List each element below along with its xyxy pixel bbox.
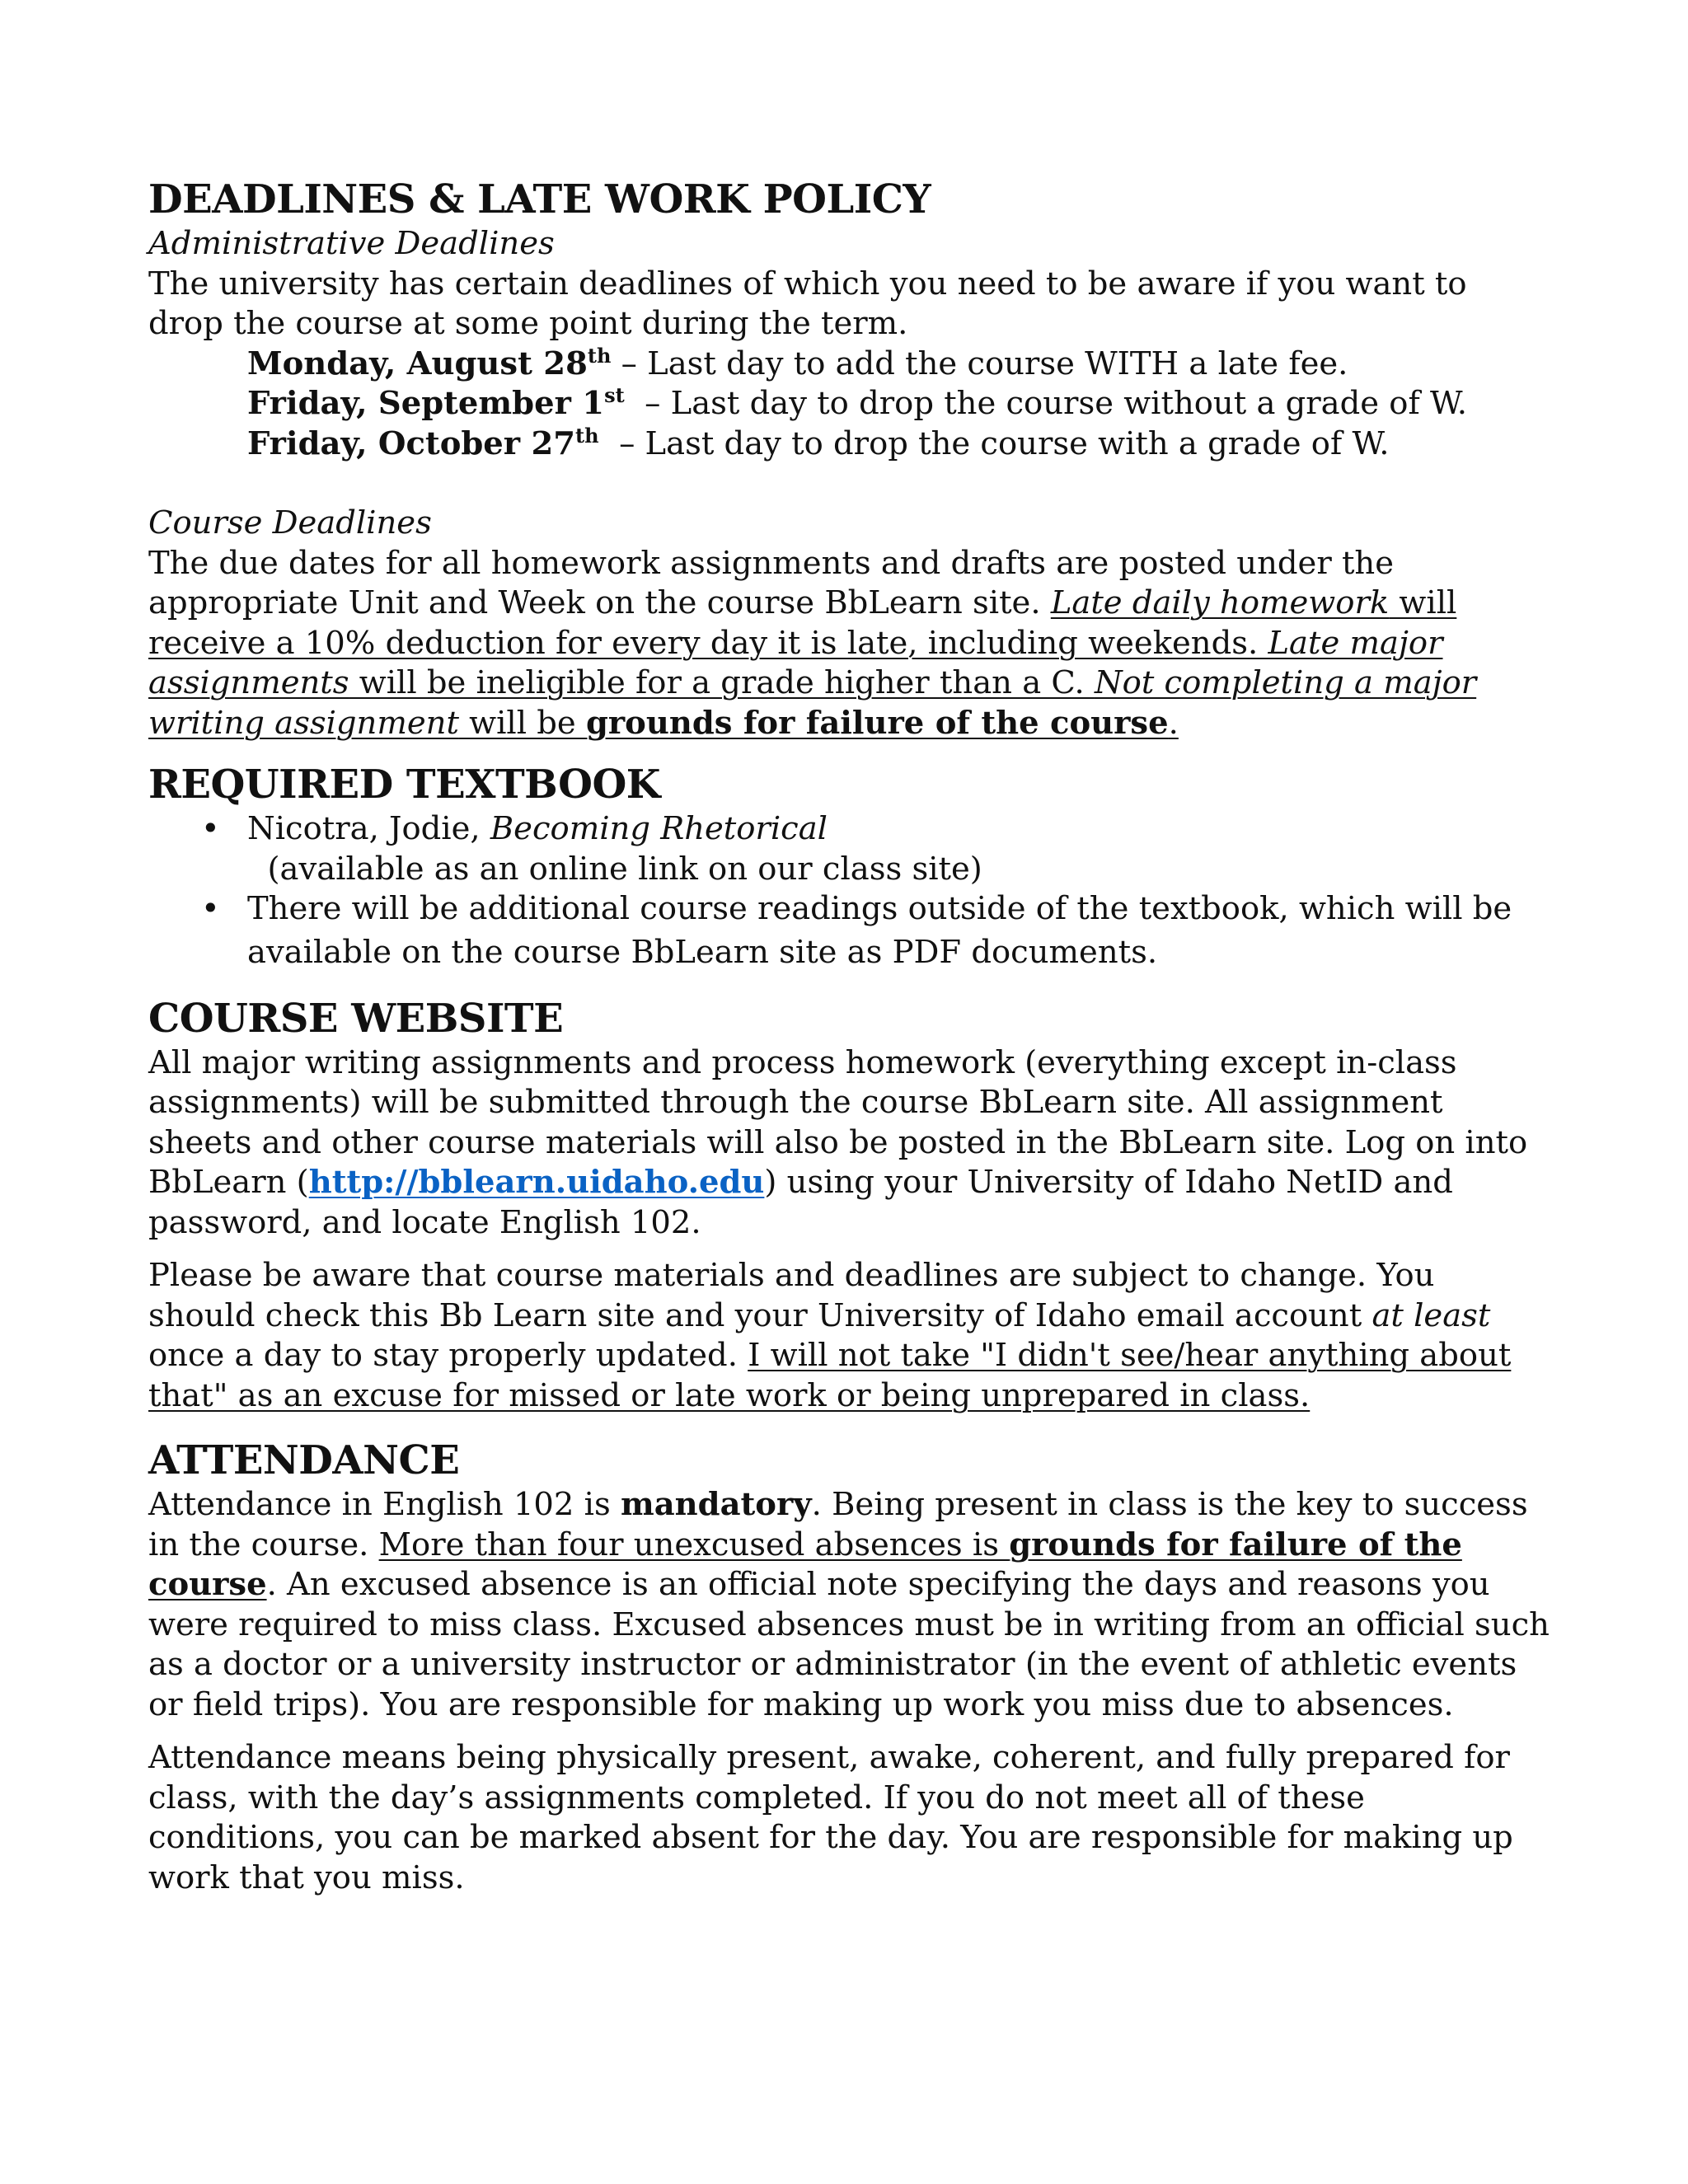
deadlines-section <box>148 175 1550 743</box>
deadline-description: – Last day to drop the course without a grade of W. <box>624 385 1468 422</box>
deadline-date: Friday, October 27th <box>247 423 599 462</box>
attendance-paragraph: Attendance in English 102 is mandatory. Being present in class is the key to success in the course. More than four unexcused absences is grounds for failure of the course. An excused absence is an official note specifying the days and reasons you were required to miss class. Excused absences must be in writing from an official such as a doctor or a university instructor or administrator (in the event of athletic events or field trips). You are responsible for making up work you miss due to absences. <box>148 1486 1550 1723</box>
deadline-item <box>148 344 1550 385</box>
attendance-section <box>148 1436 1550 1898</box>
deadline-item <box>148 424 1550 465</box>
course-deadlines-paragraph: The due dates for all homework assignments and drafts are posted under the appropriate Unit and Week on the course BbLearn site. Late daily homework will receive a 10% deduction for every day it is late, including weekends. Late major assignments will be ineligible for a grade higher than a C. Not completing a major writing assignment will be grounds for failure of the course. <box>148 544 1477 742</box>
textbook-section <box>148 760 1550 976</box>
course-website-section <box>148 994 1550 1417</box>
course-deadlines-subheading: Course Deadlines <box>148 504 432 541</box>
deadlines-heading: DEADLINES & LATE WORK POLICY <box>148 176 931 223</box>
website-notice-paragraph: Please be aware that course materials and deadlines are subject to change. You should check this Bb Learn site and your University of Idaho email account at least once a day to stay properly updated. I will not take "I didn't see/hear anything about that" as an excuse for missed or late work or being unprepared in class. <box>148 1257 1512 1414</box>
bblearn-link[interactable]: http://bblearn.uidaho.edu <box>308 1164 765 1201</box>
list-item: • There will be additional course readings outside of the textbook, which will be available on the course BbLearn site as PDF documents. <box>247 889 1550 976</box>
deadline-item <box>148 384 1550 424</box>
administrative-deadlines-intro: The university has certain deadlines of which you need to be aware if you want to drop the course at some point during the term. <box>148 265 1467 342</box>
attendance-definition-paragraph: Attendance means being physically present, awake, coherent, and fully prepared for class, with the day’s assignments completed. If you do not meet all of these conditions, you can be marked absent for the day. You are responsible for making up work that you miss. <box>148 1739 1513 1896</box>
textbook-heading: REQUIRED TEXTBOOK <box>148 762 660 808</box>
attendance-heading: ATTENDANCE <box>148 1437 460 1483</box>
textbook-list <box>148 809 1550 976</box>
administrative-deadlines-subheading: Administrative Deadlines <box>148 225 555 262</box>
deadline-description: – Last day to add the course WITH a late fee. <box>611 344 1348 382</box>
website-paragraph: All major writing assignments and process homework (everything except in-class assignments) will be submitted through the course BbLearn site. All assignment sheets and other course materials will also be posted in the BbLearn site. Log on into BbLearn (http://bblearn.uidaho.edu) using your University of Idaho NetID and password, and locate English 102. <box>148 1043 1528 1241</box>
syllabus-page <box>148 175 1550 1898</box>
list-item: • Nicotra, Jodie, Becoming Rhetorical (available as an online link on our class site) <box>247 809 1550 889</box>
course-website-heading: COURSE WEBSITE <box>148 995 564 1042</box>
deadline-date: Monday, August 28th <box>247 343 612 382</box>
deadline-description: – Last day to drop the course with a grade of W. <box>598 424 1390 462</box>
deadline-date: Friday, September 1st <box>247 383 625 422</box>
